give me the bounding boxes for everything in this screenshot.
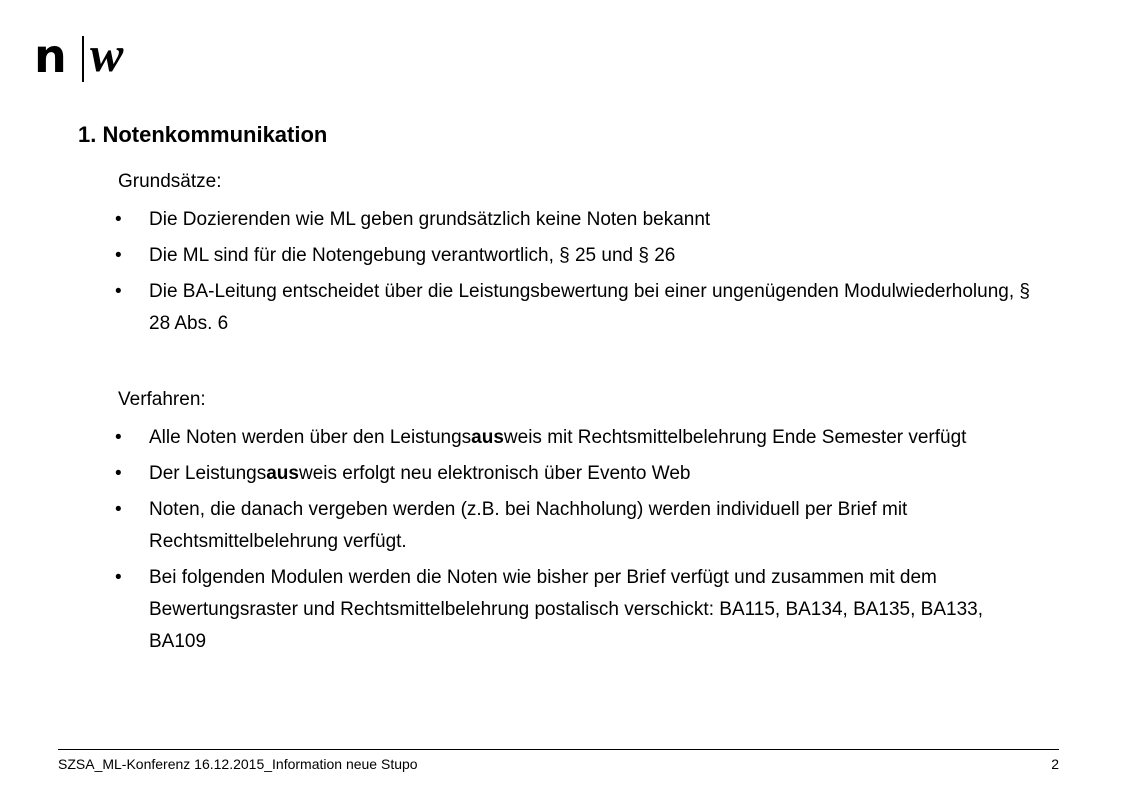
list-item-text bbox=[149, 463, 690, 484]
footer-text: SZSA_ML-Konferenz 16.12.2015_Information neue Stupo bbox=[58, 756, 418, 772]
bullet-icon: • bbox=[115, 209, 122, 230]
list-item-text: Die ML sind für die Notengebung verantwortlich, § 25 und § 26 bbox=[149, 245, 676, 266]
list-item-text: Bei folgenden Modulen werden die Noten wie bisher per Brief verfügt und zusammen mit dem Bewertungsraster und Rechtsmittelbelehrung postalisch verschickt: BA115, BA134, BA135, BA133, BA109 bbox=[149, 567, 983, 652]
logo-letter-w: w bbox=[90, 26, 124, 82]
list-item bbox=[115, 422, 1035, 454]
logo-divider bbox=[82, 36, 84, 82]
list-item bbox=[115, 494, 1035, 558]
list-item bbox=[115, 562, 1035, 658]
list-item bbox=[115, 204, 1035, 236]
bullet-icon: • bbox=[115, 567, 122, 588]
section-heading-grundsaetze: Grundsätze: bbox=[118, 171, 222, 192]
text-run-bold: aus bbox=[471, 427, 504, 448]
list-item bbox=[115, 276, 1035, 340]
page-number: 2 bbox=[1051, 756, 1059, 772]
bullet-icon: • bbox=[115, 499, 122, 520]
logo-letter-n: n bbox=[34, 29, 67, 83]
footer-divider bbox=[58, 749, 1059, 750]
list-item bbox=[115, 458, 1035, 490]
bullet-icon: • bbox=[115, 245, 122, 266]
text-run-bold: aus bbox=[266, 463, 299, 484]
text-run: weis erfolgt neu elektronisch über Evento Web bbox=[298, 463, 691, 484]
list-item-text: Die BA-Leitung entscheidet über die Leistungsbewertung bei einer ungenügenden Modulwiederholung, § 28 Abs. 6 bbox=[149, 281, 1030, 334]
text-run: Alle Noten werden über den Leistungs bbox=[149, 427, 472, 448]
text-run: weis mit Rechtsmittelbelehrung Ende Semester verfügt bbox=[503, 427, 967, 448]
list-item-text bbox=[149, 427, 966, 448]
slide-title: 1. Notenkommunikation bbox=[78, 122, 328, 147]
section-heading-verfahren: Verfahren: bbox=[118, 389, 206, 410]
slide-content bbox=[115, 166, 1035, 662]
bullet-icon: • bbox=[115, 463, 122, 484]
section-spacer bbox=[115, 344, 1035, 384]
list-item-text: Noten, die danach vergeben werden (z.B. bei Nachholung) werden individuell per Brief mit Rechtsmittelbelehrung verfügt. bbox=[149, 499, 908, 552]
list-item bbox=[115, 240, 1035, 272]
text-run: Der Leistungs bbox=[149, 463, 267, 484]
bullet-icon: • bbox=[115, 281, 122, 302]
list-item-text: Die Dozierenden wie ML geben grundsätzlich keine Noten bekannt bbox=[149, 209, 711, 230]
bullet-icon: • bbox=[115, 427, 122, 448]
